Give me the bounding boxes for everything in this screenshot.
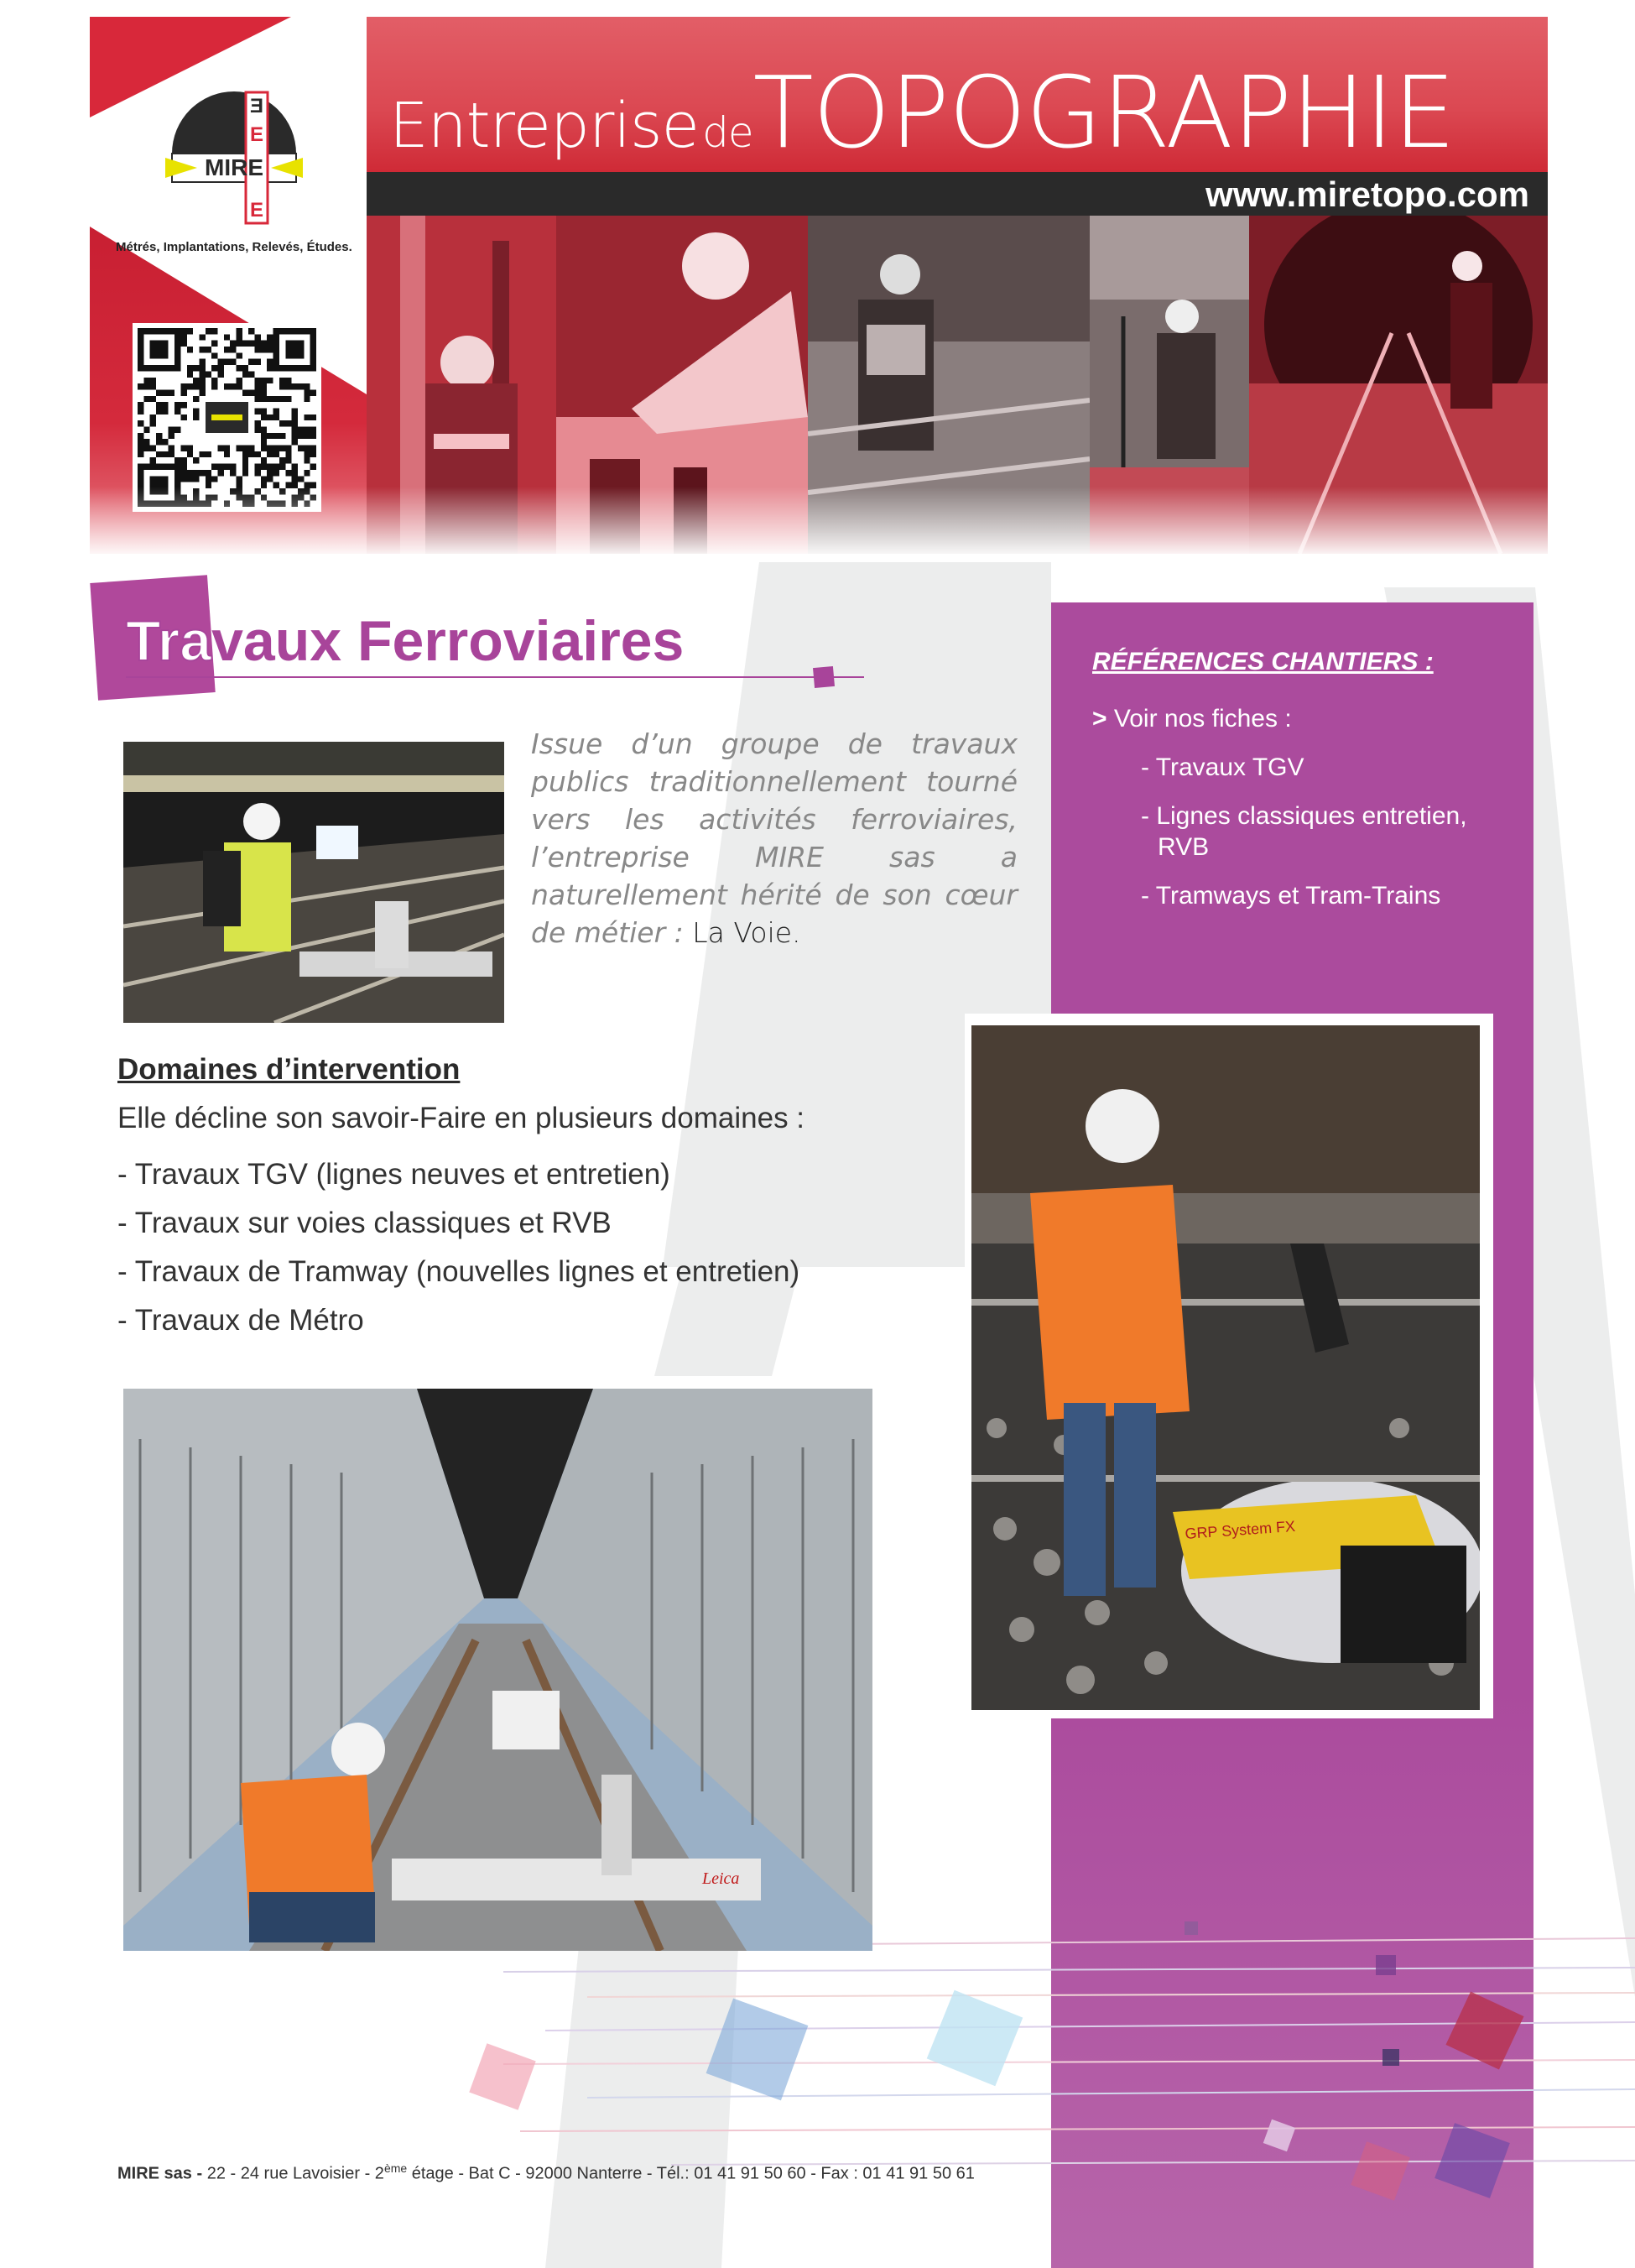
trolley-brand-label: GRP System FX <box>1184 1517 1296 1542</box>
website-link[interactable]: www.miretopo.com <box>1205 175 1529 214</box>
domain-item: - Travaux de Tramway (nouvelles lignes et entretien) <box>117 1255 800 1288</box>
header-fade <box>90 487 1548 562</box>
reference-item[interactable] <box>1141 880 1510 911</box>
reference-label-cont: RVB <box>1158 833 1210 861</box>
logo-wordmark: MIRE <box>205 154 263 180</box>
footer-address <box>117 2161 975 2184</box>
domain-item: - Travaux de Métro <box>117 1304 364 1337</box>
title-word-entreprise: Entreprise <box>389 90 700 162</box>
deco-square <box>1382 2049 1399 2066</box>
intro-highlight: La Voie. <box>692 916 801 949</box>
intro-text: Issue d’un groupe de travaux publics traditionnellement tourné vers les activités ferroviaires, l’entreprise MIRE sas a naturellement hérité de son cœur de métier : <box>531 727 1018 949</box>
domains-intro: Elle décline son savoir-Faire en plusieurs domaines : <box>117 1102 805 1134</box>
arrow-icon: > <box>1092 705 1107 733</box>
section-title-first: Tra <box>126 609 212 673</box>
deco-square <box>1376 1955 1396 1975</box>
svg-text:E: E <box>249 199 264 222</box>
reference-item[interactable] <box>1141 752 1510 783</box>
references-list <box>1141 752 1510 929</box>
title-word-topographie: TOPOGRAPHIE <box>752 55 1455 170</box>
references-intro-text: Voir nos fiches : <box>1113 705 1292 733</box>
reference-label: - Tramways et Tram-Trains <box>1141 882 1441 910</box>
domain-item: - Travaux TGV (lignes neuves et entretien) <box>117 1158 670 1191</box>
photo-night-track-worker <box>123 742 504 1023</box>
domains-heading: Domaines d’intervention <box>117 1053 461 1086</box>
banner-title <box>389 55 1455 170</box>
reference-label: - Lignes classiques entretien, <box>1141 802 1467 830</box>
reference-item[interactable] <box>1141 800 1510 863</box>
title-underline-dot <box>813 666 835 688</box>
section-title <box>126 608 684 674</box>
footer-company: MIRE sas - <box>117 2164 203 2183</box>
domains-list <box>117 1150 799 1345</box>
section-title-rest: vaux Ferroviaires <box>211 609 685 673</box>
mire-logo <box>164 91 305 227</box>
title-underline <box>126 676 864 678</box>
footer-address-part: 22 - 24 rue Lavoisier - 2 <box>202 2164 384 2183</box>
deco-square <box>1185 1921 1198 1935</box>
leica-label: Leica <box>702 1869 740 1888</box>
header-banner <box>367 17 1548 172</box>
references-title: RÉFÉRENCES CHANTIERS : <box>1092 648 1434 675</box>
url-bar <box>367 172 1548 216</box>
footer-superscript: ème <box>383 2161 408 2175</box>
intro-paragraph <box>531 725 1018 952</box>
photo-station-worker <box>123 1389 872 1951</box>
title-word-de: de <box>702 108 753 157</box>
reference-label: - Travaux TGV <box>1141 753 1304 781</box>
logo-tagline: Métrés, Implantations, Relevés, Études. <box>116 240 352 254</box>
references-intro <box>1092 705 1292 733</box>
domain-item: - Travaux sur voies classiques et RVB <box>117 1207 612 1239</box>
qr-code[interactable] <box>133 323 321 512</box>
svg-text:Ǝ: Ǝ <box>249 95 264 117</box>
svg-text:E: E <box>249 123 264 146</box>
footer-address-part: étage - Bat C - 92000 Nanterre - Tél.: 01 41 91 50 60 - Fax : 01 41 91 50 61 <box>407 2164 975 2183</box>
photo-tunnel-worker <box>971 1025 1480 1710</box>
